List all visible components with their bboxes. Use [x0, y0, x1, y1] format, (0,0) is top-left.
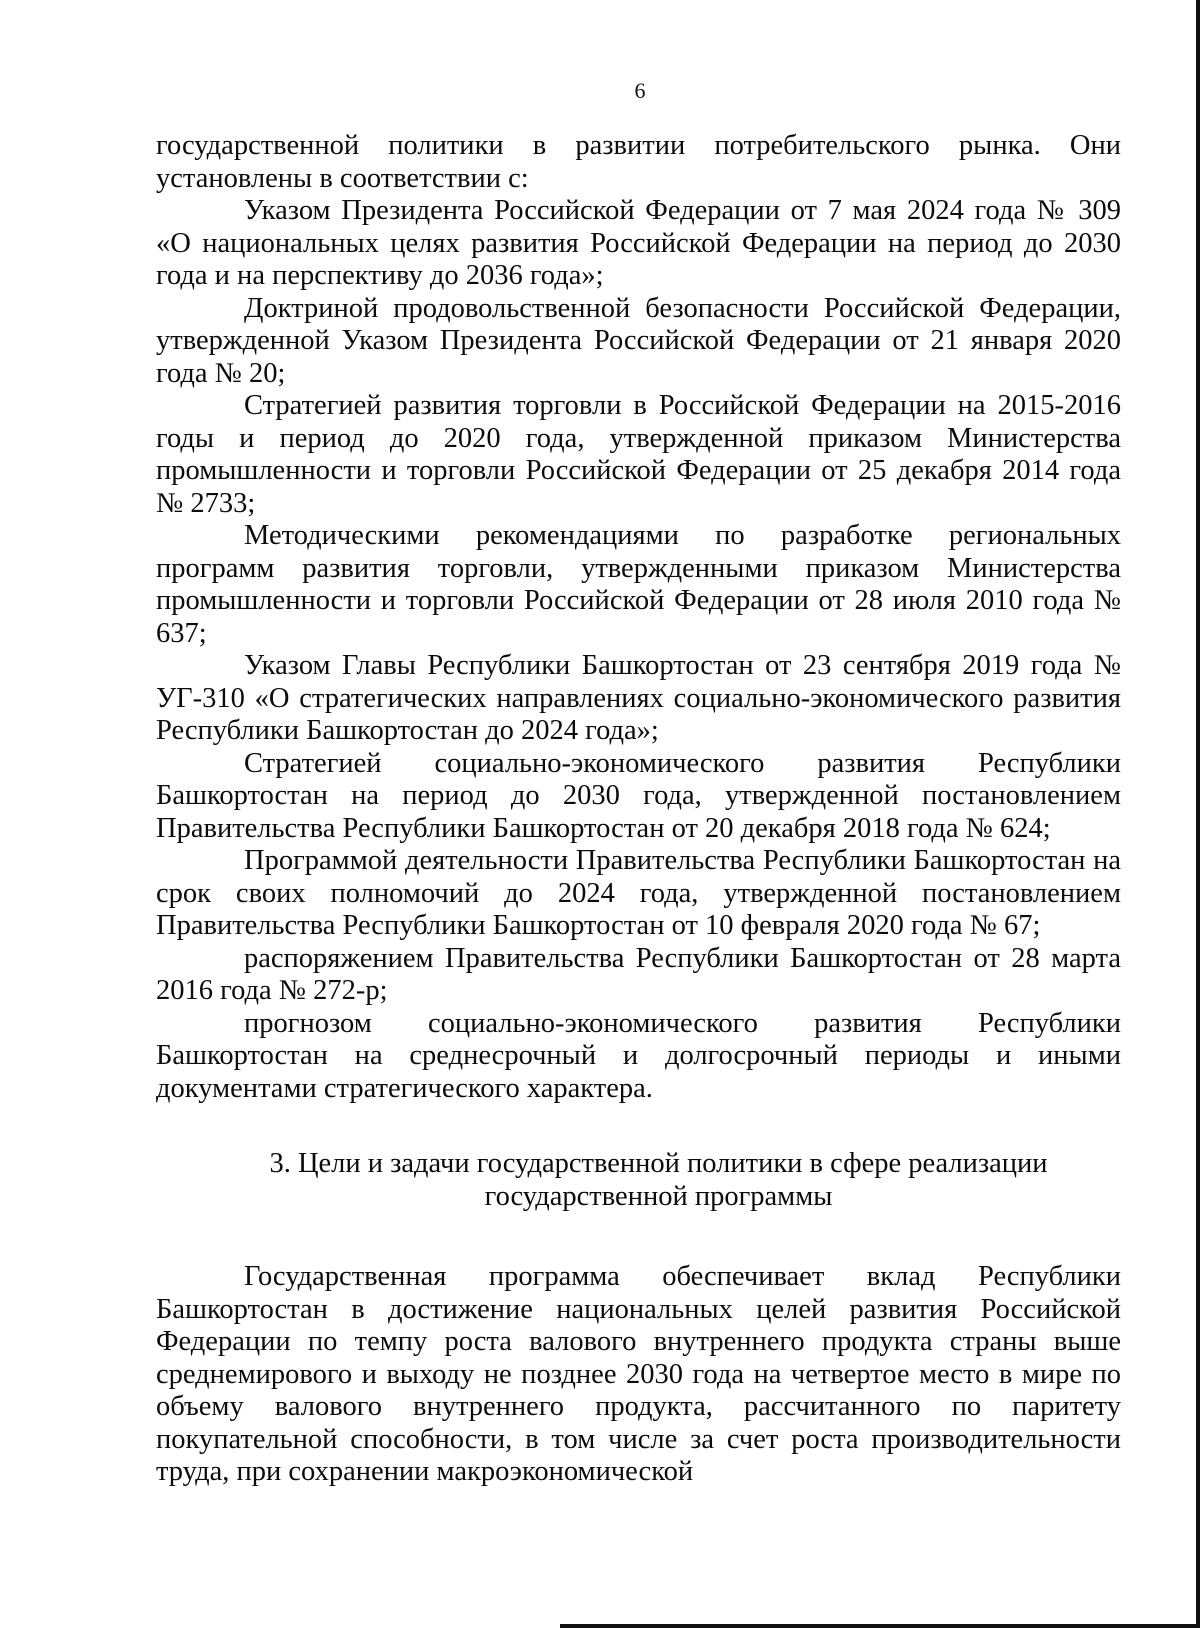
paragraph-intro: государственной политики в развитии потребительского рынка. Они установлены в соответствии с: — [156, 130, 1121, 194]
paragraph-decree-president: Указом Президента Российской Федерации от 7 мая 2024 года № 309 «О национальных целях развития Российской Федерации на период до 2030 года и на перспективу до 2036 года»; — [156, 195, 1121, 291]
paragraph-section-body: Государственная программа обеспечивает вклад Республики Башкортостан в достижение национальных целей развития Российской Федерации по темпу роста валового внутреннего продукта страны выше среднемирового и выходу не позднее 2030 года на четвертое место в мире по объему валового внутреннего продукта, рассчитанного по паритету покупательной способности, в том числе за счет роста производительности труда, при сохранении макроэкономической — [156, 1261, 1121, 1487]
paragraph-trade-strategy: Стратегией развития торговли в Российской Федерации на 2015-2016 годы и период до 2020 года, утвержденной приказом Министерства промышленности и торговли Российской Федерации от 25 декабря 2014 года № 2733; — [156, 390, 1121, 519]
paragraph-forecast: прогнозом социально-экономического развития Республики Башкортостан на среднесрочный и долгосрочный периоды и иными документами стратегического характера. — [156, 1007, 1121, 1104]
scan-edge-bottom — [560, 1624, 1200, 1628]
paragraph-socioeconomic-strategy: Стратегией социально-экономического развития Республики Башкортостан на период до 2030 года, утвержденной постановлением Правительства Республики Башкортостан от 20 декабря 2018 года № 624; — [156, 747, 1121, 844]
section-heading — [156, 1147, 1121, 1213]
section-heading-line1: 3. Цели и задачи государственной политики в сфере реализации — [269, 1148, 1048, 1179]
paragraph-government-order: распоряжением Правительства Республики Башкортостан от 28 марта 2016 года № 272-р; — [156, 942, 1121, 1006]
paragraph-food-security-doctrine: Доктриной продовольственной безопасности Российской Федерации, утвержденной Указом Президента Российской Федерации от 21 января 2020 года № 20; — [156, 292, 1121, 389]
scan-edge-right — [1196, 0, 1200, 1628]
paragraph-methodical-recommendations: Методическими рекомендациями по разработке региональных программ развития торговли, утвержденными приказом Министерства промышленности и торговли Российской Федерации от 28 июля 2010 года № 637; — [156, 520, 1121, 649]
paragraph-decree-head-republic: Указом Главы Республики Башкортостан от 23 сентября 2019 года № УГ-310 «О стратегических направлениях социально-экономического развития Республики Башкортостан до 2024 года»; — [156, 650, 1121, 746]
section-heading-line2: государственной программы — [484, 1181, 833, 1212]
page-number: 6 — [634, 78, 646, 103]
document-body — [156, 130, 1121, 1489]
paragraph-government-program: Программой деятельности Правительства Республики Башкортостан на срок своих полномочий до 2024 года, утвержденной постановлением Правительства Республики Башкортостан от 10 февраля 2020 года № 67; — [156, 845, 1121, 941]
